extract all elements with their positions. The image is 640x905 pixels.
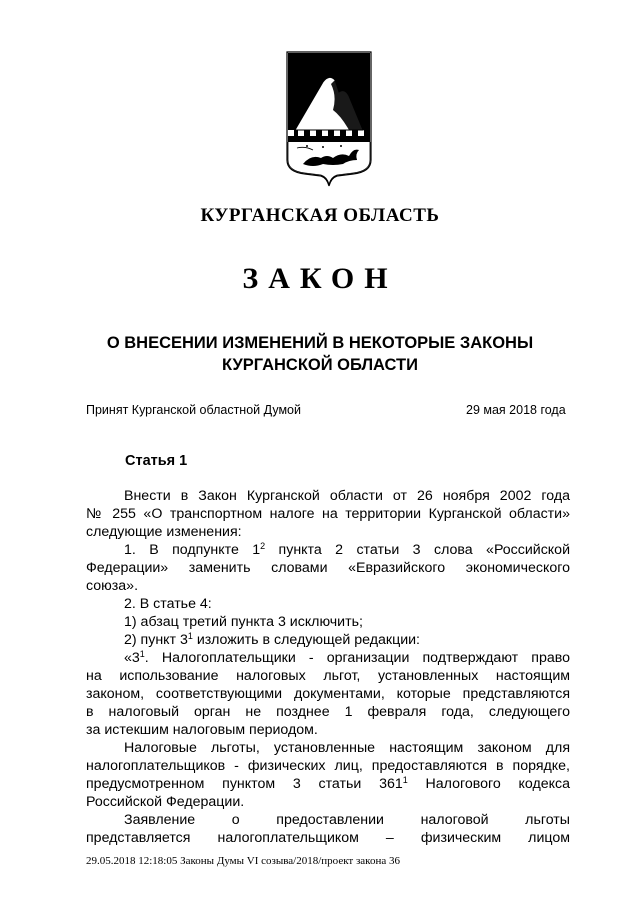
text-line: Внести в Закон Курганской области от 26 ноября 2002 года: [124, 488, 570, 504]
text-line: 1. В подпункте $1^2$ пункта 2 статьи 3 слова «Российской: [124, 541, 570, 558]
text-line: налогоплательщиков - физических лиц, предоставляются в порядке,: [86, 758, 570, 774]
document-type: ЗАКОН: [242, 262, 398, 295]
footer-file-path: 29.05.2018 12:18:05 Законы Думы VI созыва/2018/проект закона 36: [86, 855, 400, 867]
text-line: за истекшим налоговым периодом.: [86, 722, 318, 738]
article-heading: Статья 1: [125, 453, 188, 469]
text-line: Заявление о предоставлении налоговой льготы: [124, 812, 570, 828]
text-line: представляется налогоплательщиком – физическим лицом: [86, 830, 570, 846]
region-name: КУРГАНСКАЯ ОБЛАСТЬ: [200, 205, 440, 226]
text-line: Налоговые льготы, установленные настоящим законом для: [124, 740, 570, 756]
text-line: следующие изменения:: [86, 524, 242, 540]
law-title-line-1: О ВНЕСЕНИИ ИЗМЕНЕНИЙ В НЕКОТОРЫЕ ЗАКОНЫ: [106, 334, 534, 352]
text-line: 1) абзац третий пункта 3 исключить;: [124, 614, 363, 630]
adoption-date: 29 мая 2018 года: [466, 403, 566, 417]
text-line: «$3^1$. Налогоплательщики - организации подтверждают право: [124, 649, 570, 666]
law-title-line-2: КУРГАНСКОЙ ОБЛАСТИ: [222, 356, 418, 374]
text-line: на использование налоговых льгот, установленных настоящим: [86, 668, 570, 684]
text-line: Российской Федерации.: [86, 794, 245, 810]
text-line: союза».: [86, 578, 139, 594]
text-line: 2) пункт $3^1$ изложить в следующей редакции:: [124, 631, 420, 648]
adopted-by: Принят Курганской областной Думой: [86, 403, 301, 417]
coat-of-arms-icon: [283, 50, 375, 192]
text-line: Федерации» заменить словами «Евразийского экономического: [86, 560, 570, 576]
text-line: в налоговый орган не позднее 1 февраля года, следующего: [86, 704, 570, 720]
text-line: 2. В статье 4:: [124, 596, 212, 612]
text-line: законом, соответствующими документами, которые представляются: [86, 686, 570, 702]
text-line: предусмотренном пунктом 3 статьи $361^1$ Налогового кодекса: [86, 775, 570, 792]
text-line: № 255 «О транспортном налоге на территории Курганской области»: [86, 506, 570, 522]
